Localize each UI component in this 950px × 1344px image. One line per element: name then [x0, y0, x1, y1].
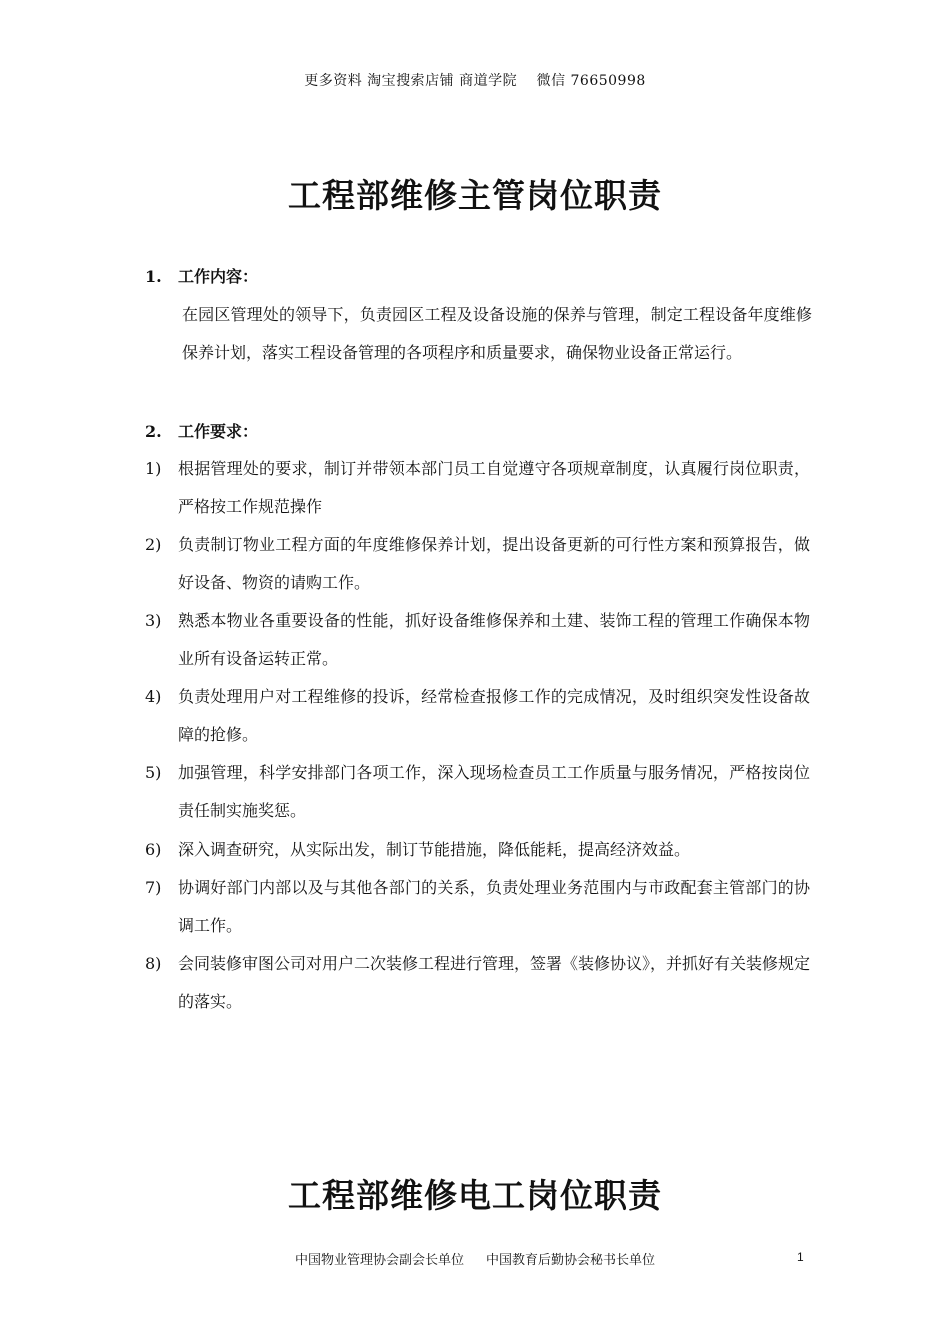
page-header: 更多资料 淘宝搜索店铺 商道学院 微信 76650998	[304, 73, 646, 89]
item-text: 负责处理用户对工程维修的投诉，经常检查报修工作的完成情况，及时组织突发性设备故障的抢修。	[178, 687, 810, 744]
item-text: 协调好部门内部以及与其他各部门的关系，负责处理业务范围内与市政配套主管部门的协调工作。	[178, 878, 810, 935]
section-heading-work-requirements	[145, 419, 258, 442]
item-number: 2)	[145, 535, 162, 554]
document-title: 工程部维修主管岗位职责	[288, 176, 662, 215]
requirement-item	[145, 526, 810, 602]
item-number: 3)	[145, 611, 162, 630]
page-footer	[0, 1249, 950, 1268]
footer-right-text: 中国教育后勤协会秘书长单位	[486, 1253, 656, 1268]
requirement-item	[145, 945, 810, 1021]
second-document-title: 工程部维修电工岗位职责	[288, 1176, 662, 1215]
requirement-item	[145, 831, 810, 869]
item-text: 加强管理，科学安排部门各项工作，深入现场检查员工工作质量与服务情况，严格按岗位责任制实施奖惩。	[178, 763, 810, 820]
item-number: 1)	[145, 459, 162, 478]
item-number: 7)	[145, 878, 162, 897]
section-label: 工作要求：	[178, 422, 259, 441]
item-number: 8)	[145, 954, 162, 973]
item-text: 负责制订物业工程方面的年度维修保养计划，提出设备更新的可行性方案和预算报告，做好设备、物资的请购工作。	[178, 535, 810, 592]
item-text: 深入调查研究，从实际出发，制订节能措施，降低能耗，提高经济效益。	[178, 840, 691, 859]
requirement-item	[145, 869, 810, 945]
item-number: 4)	[145, 687, 162, 706]
item-text: 根据管理处的要求，制订并带领本部门员工自觉遵守各项规章制度，认真履行岗位职责，严格按工作规范操作	[178, 459, 810, 516]
section-heading-work-content	[145, 264, 258, 287]
page-number: 1	[797, 1250, 804, 1264]
requirement-item	[145, 754, 810, 830]
item-text: 熟悉本物业各重要设备的性能，抓好设备维修保养和土建、装饰工程的管理工作确保本物业所有设备运转正常。	[178, 611, 810, 668]
requirement-item	[145, 602, 810, 678]
footer-left-text: 中国物业管理协会副会长单位	[294, 1253, 464, 1268]
work-content-paragraph: 在园区管理处的领导下，负责园区工程及设备设施的保养与管理，制定工程设备年度维修保养计划，落实工程设备管理的各项程序和质量要求，确保物业设备正常运行。	[182, 305, 812, 362]
item-number: 5)	[145, 763, 162, 782]
requirement-item	[145, 678, 810, 754]
requirement-item	[145, 450, 810, 526]
item-number: 6)	[145, 840, 162, 859]
item-text: 会同装修审图公司对用户二次装修工程进行管理，签署《装修协议》，并抓好有关装修规定的落实。	[178, 954, 811, 1011]
section-number: 2.	[145, 422, 162, 441]
section-label: 工作内容：	[178, 267, 259, 286]
section-number: 1.	[145, 267, 162, 286]
